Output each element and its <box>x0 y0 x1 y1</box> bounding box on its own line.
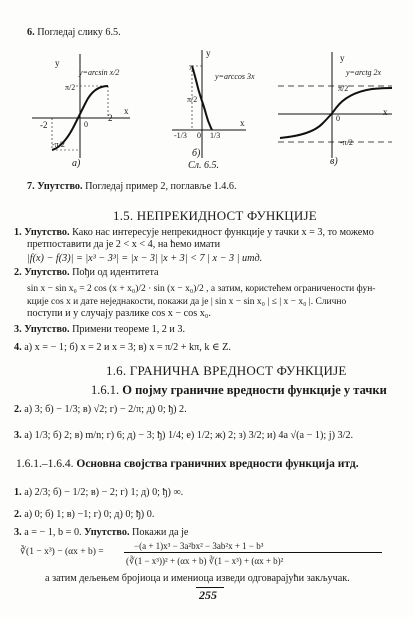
figure-a-origin: 0 <box>84 120 88 129</box>
formula-numerator: −(a + 1)x³ − 3a²bx² − 3ab²x + 1 − b³ <box>134 541 264 551</box>
item-text: Примени теореме 1, 2 и 3. <box>72 324 186 335</box>
figure-b-tick-pi-half: π/2 <box>187 95 198 104</box>
figure-b-x-neg: -1/3 <box>174 131 187 140</box>
figure-c-origin: 0 <box>336 114 340 123</box>
formula-denominator: (∛(1 − x³))² + (αx + b) ∛(1 − x³) + (αx + b)² <box>126 556 284 566</box>
figure-a <box>30 46 135 166</box>
figure-a-tick-pi-half: π/2 <box>65 83 76 92</box>
item-text: а) 1/3; б) 2; в) m/n; г) 6; д) − 3; ђ) 1/4; е) 1/2; ж) 2; з) 3/2; и) 4a √(a − 1); ј) 3/2. <box>24 430 354 441</box>
item-text: а) 2/3; б) − 1/2; в) − 2; г) 1; д) 0; ђ) ∞. <box>24 487 184 498</box>
figure-b-func: y=arccos 3x <box>215 72 255 81</box>
figure-c-axis-y: y <box>340 53 345 63</box>
item-text: Погледај слику 6.5. <box>37 27 121 38</box>
item-number: 3. <box>14 527 22 538</box>
fraction-bar <box>124 552 382 553</box>
item-text: а) 0; б) 1; в) −1; г) 0; д) 0; ђ) 0. <box>24 509 155 520</box>
section-title: 1.6. ГРАНИЧНА ВРЕДНОСТ ФУНКЦИЈЕ <box>106 363 347 378</box>
figure-a-func: y=arcsin x/2 <box>79 68 120 77</box>
page-number: 255 <box>199 588 217 602</box>
item-number: 7. <box>27 181 35 192</box>
item-number: 6. <box>27 27 35 38</box>
item-text: а) 3; б) − 1/3; в) √2; г) − 2/π; д) 0; ђ) 2. <box>24 404 187 415</box>
figure-b-label: б) <box>192 148 201 159</box>
item-7 <box>27 181 237 193</box>
s161-item-3 <box>14 430 353 442</box>
figure-b-axis-y: y <box>206 48 211 58</box>
s1614-item-3-conclusion: а затим дељењем бројиоца и имениоца изведи одговарајући закључак. <box>45 573 350 584</box>
item-text: Погледај пример 2, поглавље 1.4.6. <box>85 181 237 192</box>
figure-c-tick-neg-pi-half: -π/2 <box>340 138 353 147</box>
figure-a-label: а) <box>72 158 81 169</box>
figure-a-tick-neg-pi-half: -π/2 <box>52 140 65 149</box>
item-text: Пођи од идентитета <box>72 267 159 278</box>
s15-item-2-line4: поступи и у случају разлике cos x − cos x₀. <box>27 308 211 319</box>
s15-item-2-line3: кције cos x и дате неједнакости, покажи да је | sin x − sin x₀ | ≤ | x − x₀ |. Слично <box>27 297 347 307</box>
hint-label: Упутство. <box>84 527 130 538</box>
figure-b-tick-pi: π <box>189 62 194 72</box>
s15-item-3 <box>14 324 185 336</box>
item-number: 1. <box>14 487 22 498</box>
s15-item-1-line2: претпоставити да је 2 < x < 4, на ћемо имати <box>27 239 221 250</box>
subsection-title <box>91 383 387 398</box>
figure-caption: Сл. 6.5. <box>188 160 220 171</box>
figure-a-axis-y: y <box>55 58 60 68</box>
subsection-text: Основна својства граничних вредности функција итд. <box>76 458 359 470</box>
item-text: a = − 1, b = 0. <box>24 527 82 538</box>
s15-item-1-line3: |f(x) − f(3)| = |x³ − 3³| = |x − 3| |x + 3| < 7 | x − 3 | итд. <box>27 253 263 264</box>
s15-item-4 <box>14 342 231 354</box>
subsection-number: 1.6.1. <box>91 383 120 397</box>
s15-item-2-line2: sin x − sin x₀ = 2 cos (x + x₀)/2 · sin (x − x₀)/2 , а затим, користећем ограничености фун- <box>27 284 376 294</box>
item-number: 2. <box>14 267 22 278</box>
formula-lhs: ∛(1 − x³) − (αx + b) = <box>20 547 104 557</box>
s15-item-2 <box>14 267 159 279</box>
figure-b-axis-x: x <box>240 118 245 128</box>
s1614-item-2 <box>14 509 154 521</box>
figure-b-origin: 0 <box>197 131 201 140</box>
section-title: 1.5. НЕПРЕКИДНОСТ ФУНКЦИЈЕ <box>113 208 317 223</box>
subsection-title <box>16 458 359 470</box>
figure-b <box>170 46 250 166</box>
item-6 <box>27 27 121 39</box>
figure-b-x-pos: 1/3 <box>210 131 221 140</box>
subsection-text: О појму граничне вредности функције у тачки <box>122 383 387 397</box>
figure-c-axis-x: x <box>383 107 388 117</box>
figure-c-func: y=arctg 2x <box>346 68 382 77</box>
hint-label: Упутство. <box>24 324 70 335</box>
item-number: 2. <box>14 509 22 520</box>
item-text-2: Покажи да је <box>132 527 189 538</box>
item-number: 4. <box>14 342 22 353</box>
subsection-number: 1.6.1.–1.6.4. <box>16 458 74 470</box>
figure-a-axis-x: x <box>124 106 129 116</box>
item-number: 1. <box>14 227 22 238</box>
item-text: Како нас интересује непрекидност функције у тачки x = 3, то можемо <box>72 227 374 238</box>
s161-item-2 <box>14 404 187 416</box>
s1614-item-1 <box>14 487 183 499</box>
s15-item-1 <box>14 227 374 239</box>
item-number: 3. <box>14 324 22 335</box>
figure-a-x-pos: 2 <box>108 113 113 123</box>
hint-label: Упутство. <box>24 267 70 278</box>
item-number: 3. <box>14 430 22 441</box>
hint-label: Упутство. <box>37 181 83 192</box>
hint-label: Упутство. <box>24 227 70 238</box>
figure-c <box>276 46 394 166</box>
figure-c-label: в) <box>330 156 338 167</box>
item-text: а) x = − 1; б) x = 2 и x = 3; в) x = π/2 + kπ, k ∈ Z. <box>24 342 231 353</box>
s1614-item-3 <box>14 527 188 539</box>
figure-c-tick-pi-half: π/2 <box>338 84 349 93</box>
item-number: 2. <box>14 404 22 415</box>
figure-a-x-neg: -2 <box>40 120 48 130</box>
